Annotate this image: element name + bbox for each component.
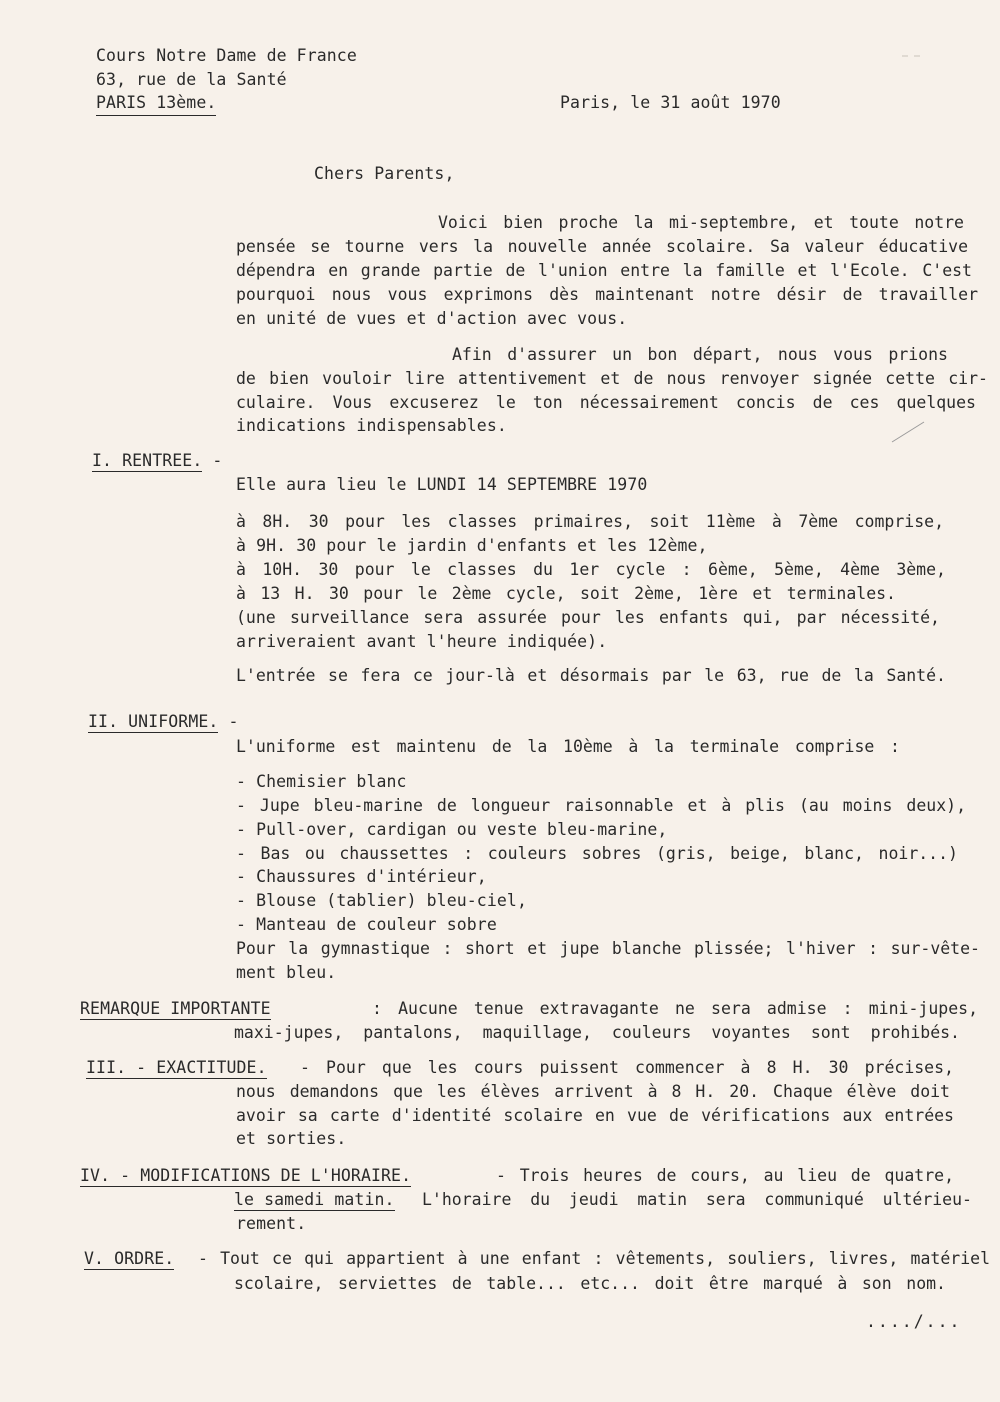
exactitude-heading: III. - EXACTITUDE. — [86, 1058, 267, 1077]
intro-line: Voici bien proche la mi-septembre, et toute notre — [438, 213, 964, 232]
uniforme-intro: L'uniforme est maintenu de la 10ème à la terminale comprise : — [236, 737, 900, 756]
uniforme-item: - Blouse (tablier) bleu-ciel, — [236, 891, 527, 910]
letter-date: Paris, le 31 août 1970 — [560, 93, 781, 112]
uniforme-item: - Manteau de couleur sobre — [236, 915, 497, 934]
ordre-line: - Tout ce qui appartient à une enfant : vêtements, souliers, livres, matériel — [198, 1249, 990, 1268]
intro2-line: culaire. Vous excuserez le ton nécessairement concis de ces quelques — [236, 393, 976, 412]
exactitude-line: avoir sa carte d'identité scolaire en vue de vérifications aux entrées — [236, 1106, 954, 1125]
pencil-check-mark — [888, 418, 928, 446]
intro-line: pensée se tourne vers la nouvelle année scolaire. Sa valeur éducative — [236, 237, 968, 256]
ordre-line: scolaire, serviettes de table... etc... doit être marqué à son nom. — [234, 1274, 946, 1293]
remarque-heading: REMARQUE IMPORTANTE — [80, 999, 271, 1018]
corner-mark — [900, 50, 924, 60]
rentree-dash: - — [212, 451, 223, 470]
school-city: PARIS 13ème. — [96, 91, 216, 116]
horaire-heading: IV. - MODIFICATIONS DE L'HORAIRE. — [80, 1166, 412, 1185]
horaire-row — [80, 1164, 411, 1187]
rentree-time: à 13 H. 30 pour le 2ème cycle, soit 2ème, 1ère et terminales. — [236, 584, 896, 603]
greeting: Chers Parents, — [314, 164, 455, 183]
intro2-line: Afin d'assurer un bon départ, nous vous prions — [452, 345, 948, 364]
uniforme-item: - Pull-over, cardigan ou veste bleu-marine, — [236, 820, 668, 839]
horaire-line: - Trois heures de cours, au lieu de quatre, — [496, 1166, 954, 1185]
uniforme-dash: - — [228, 712, 239, 731]
rentree-time: arriveraient avant l'heure indiquée). — [236, 632, 608, 651]
exactitude-line: - Pour que les cours puissent commencer à 8 H. 30 précises, — [300, 1058, 954, 1077]
horaire-samedi: le samedi matin. — [234, 1190, 395, 1209]
intro2-line: indications indispensables. — [236, 416, 507, 435]
horaire-line: L'horaire du jeudi matin sera communiqué ultérieu- — [422, 1190, 972, 1209]
uniforme-heading: II. UNIFORME. — [88, 712, 219, 731]
uniforme-gym: ment bleu. — [236, 963, 337, 982]
uniforme-gym: Pour la gymnastique : short et jupe blanche plissée; l'hiver : sur-vête- — [236, 939, 980, 958]
school-street: 63, rue de la Santé — [96, 70, 287, 89]
rentree-time: (une surveillance sera assurée pour les enfants qui, par nécessité, — [236, 608, 940, 627]
ordre-heading: V. ORDRE. — [84, 1249, 175, 1268]
rentree-entrance: L'entrée se fera ce jour-là et désormais par le 63, rue de la Santé. — [236, 666, 946, 685]
intro-line: en unité de vues et d'action avec vous. — [236, 309, 628, 328]
remarque-row — [80, 997, 271, 1020]
continuation-mark: ..../... — [866, 1312, 962, 1331]
uniforme-heading-row — [88, 710, 239, 733]
ordre-row — [84, 1247, 174, 1270]
rentree-time: à 8H. 30 pour les classes primaires, soit 11ème à 7ème comprise, — [236, 512, 944, 531]
rentree-heading-row — [92, 449, 222, 472]
rentree-date: Elle aura lieu le LUNDI 14 SEPTEMBRE 1970 — [236, 475, 648, 494]
intro-line: dépendra en grande partie de l'union entre la famille et l'Ecole. C'est — [236, 261, 972, 280]
exactitude-line: et sorties. — [236, 1129, 347, 1148]
remarque-line: : Aucune tenue extravagante ne sera admise : mini-jupes, — [372, 999, 978, 1018]
exactitude-line: nous demandons que les élèves arrivent à 8 H. 20. Chaque élève doit — [236, 1082, 950, 1101]
intro2-line: de bien vouloir lire attentivement et de nous renvoyer signée cette cir- — [236, 369, 988, 388]
uniforme-item: - Jupe bleu-marine de longueur raisonnable et à plis (au moins deux), — [236, 796, 966, 815]
uniforme-item: - Chaussures d'intérieur, — [236, 867, 487, 886]
rentree-time: à 9H. 30 pour le jardin d'enfants et les 12ème, — [236, 536, 708, 555]
uniforme-item: - Bas ou chaussettes : couleurs sobres (gris, beige, blanc, noir...) — [236, 844, 958, 863]
exactitude-row — [86, 1056, 267, 1079]
horaire-line2-ul-wrap — [234, 1188, 395, 1211]
intro-line: pourquoi nous vous exprimons dès maintenant notre désir de travailler — [236, 285, 978, 304]
horaire-line: rement. — [236, 1214, 307, 1233]
uniforme-item: - Chemisier blanc — [236, 772, 407, 791]
remarque-line: maxi-jupes, pantalons, maquillage, couleurs voyantes sont prohibés. — [234, 1023, 960, 1042]
rentree-time: à 10H. 30 pour le classes du 1er cycle : 6ème, 5ème, 4ème 3ème, — [236, 560, 946, 579]
rentree-heading: I. RENTREE. — [92, 451, 203, 470]
school-name: Cours Notre Dame de France — [96, 46, 357, 65]
